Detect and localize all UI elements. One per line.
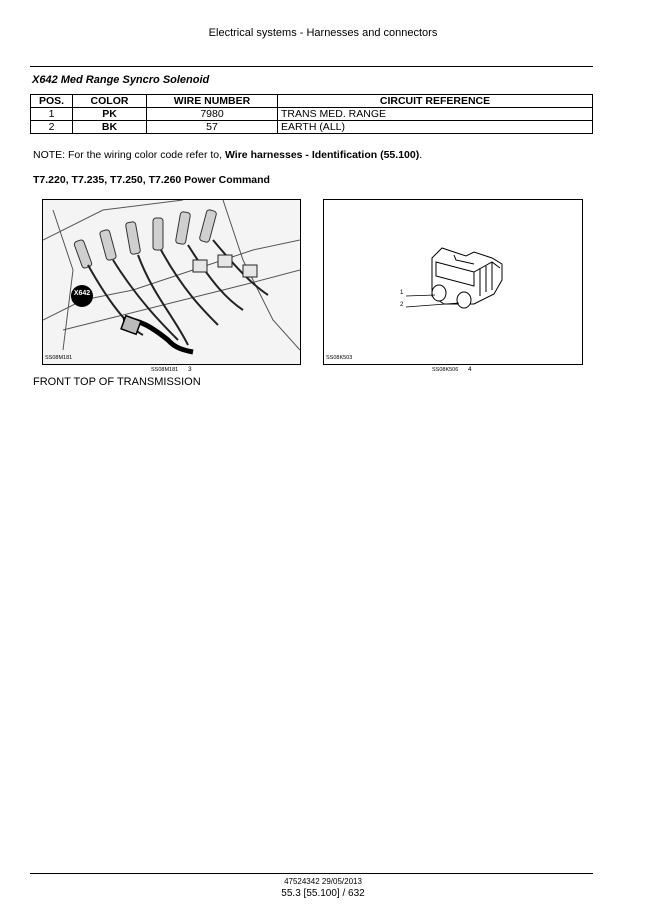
pos-cell: 1	[31, 108, 73, 121]
header-rule	[30, 66, 593, 67]
pin-2-label: 2	[400, 302, 404, 308]
pin-1-label: 1	[400, 290, 404, 296]
color-cell: BK	[73, 121, 147, 134]
harness-photo-illustration	[43, 200, 300, 364]
figure-caption: FRONT TOP OF TRANSMISSION	[33, 376, 201, 388]
note-prefix: NOTE: For the wiring color code refer to,	[33, 149, 225, 161]
column-header: COLOR	[73, 95, 147, 108]
circuit-reference-cell: TRANS MED. RANGE	[278, 108, 593, 121]
models-heading: T7.220, T7.235, T7.250, T7.260 Power Command	[33, 174, 270, 186]
footer-page-number: 55.3 [55.100] / 632	[281, 888, 365, 899]
section-title: X642 Med Range Syncro Solenoid	[32, 74, 210, 86]
column-header: CIRCUIT REFERENCE	[278, 95, 593, 108]
note-suffix: .	[419, 149, 423, 161]
figure-4-number: 4	[468, 366, 472, 373]
wire-number-cell: 57	[147, 121, 278, 134]
figure-connector-drawing	[323, 199, 583, 365]
figure-photo-code: SS08M181	[45, 355, 73, 361]
page-header-title: Electrical systems - Harnesses and connectors	[208, 27, 438, 39]
footer-document-info: 47524342 29/05/2013	[284, 877, 362, 886]
x642-callout-label: X642	[73, 290, 91, 297]
figure-4-ref: SS08K506	[432, 367, 459, 373]
circuit-reference-cell: EARTH (ALL)	[278, 121, 593, 134]
column-header: POS.	[31, 95, 73, 108]
figure-3-number: 3	[188, 366, 192, 373]
color-cell: PK	[73, 108, 147, 121]
wiring-note	[33, 149, 422, 161]
table-header-row	[31, 95, 593, 108]
note-link[interactable]: Wire harnesses - Identification (55.100)	[224, 149, 420, 161]
wire-number-cell: 7980	[147, 108, 278, 121]
figure-3-ref: SS08M181	[151, 367, 179, 373]
figure-harness-photo	[42, 199, 301, 365]
column-header: WIRE NUMBER	[147, 95, 278, 108]
connector-table	[30, 94, 593, 134]
pos-cell: 2	[31, 121, 73, 134]
footer-rule	[30, 873, 593, 874]
table-row	[31, 121, 593, 134]
table-row	[31, 108, 593, 121]
figure-drawing-code: SS08K503	[326, 355, 353, 361]
connector-illustration	[324, 200, 582, 364]
